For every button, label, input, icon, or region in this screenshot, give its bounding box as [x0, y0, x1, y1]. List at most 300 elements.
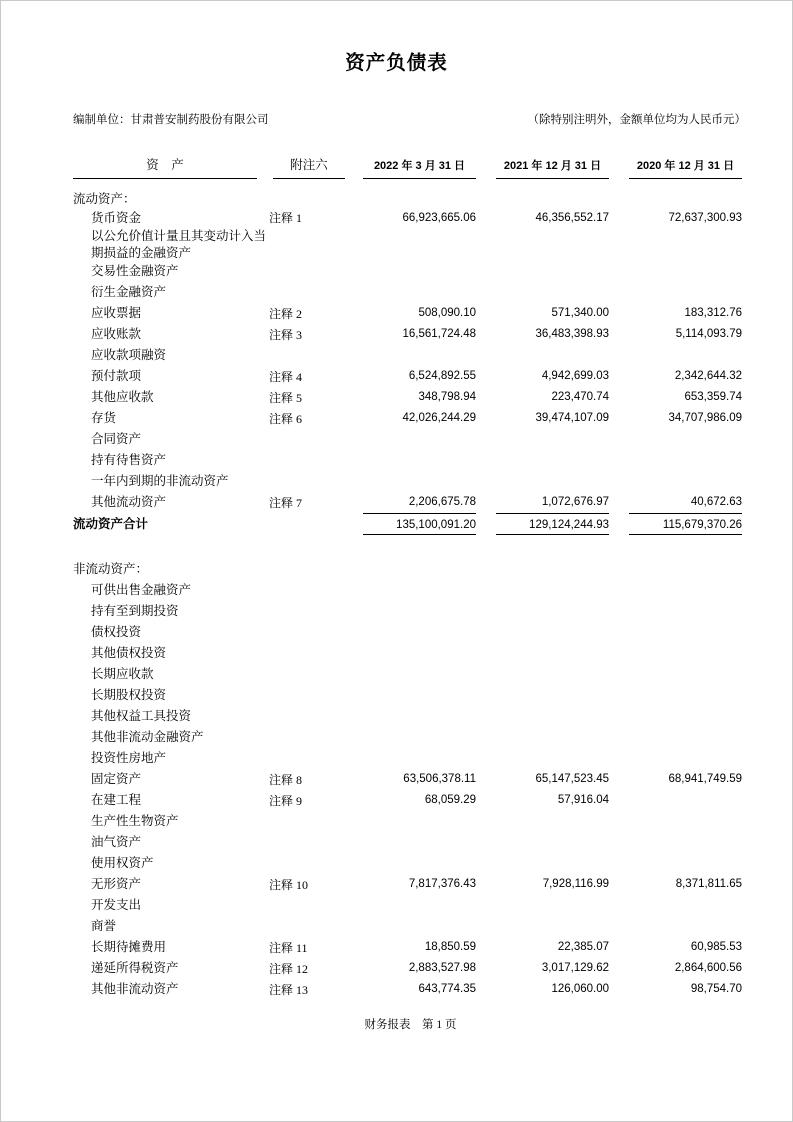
row-label-cell [73, 706, 269, 727]
row-value-cell-1 [349, 450, 482, 471]
meta-row [73, 111, 746, 127]
row-value: 6,524,892.55 [408, 370, 476, 383]
row-label-cell [73, 450, 269, 471]
table-row [73, 429, 748, 450]
row-note-cell [269, 429, 349, 450]
row-value-cell-2 [482, 874, 615, 895]
table-row [73, 207, 748, 228]
row-value-cell-1 [349, 261, 482, 282]
row-value-cell-2 [482, 580, 615, 601]
table-row [73, 324, 748, 345]
row-note-cell [269, 282, 349, 303]
row-note-cell [269, 706, 349, 727]
row-note-cell [269, 450, 349, 471]
row-label-cell [73, 303, 269, 324]
table-row [73, 559, 748, 580]
row-label: 应收款项融资 [91, 348, 167, 363]
header-date-2021: 2021 年 12 月 31 日 [482, 139, 615, 179]
table-row [73, 228, 748, 261]
row-note-cell [269, 811, 349, 832]
row-value-cell-1 [349, 727, 482, 748]
row-value-cell-3 [615, 916, 748, 937]
row-label: 无形资产 [91, 877, 142, 892]
row-value-cell-1 [349, 303, 482, 324]
row-value-cell-2 [482, 387, 615, 408]
row-value-cell-1 [349, 832, 482, 853]
row-label-cell [73, 769, 269, 790]
row-note-cell: 注释 8 [269, 772, 303, 787]
table-row [73, 832, 748, 853]
row-label-cell [73, 179, 269, 207]
row-note-cell [269, 895, 349, 916]
row-label-cell [73, 937, 269, 958]
row-value: 98,754.70 [690, 983, 742, 996]
row-value-cell-2 [482, 179, 615, 207]
row-value-cell-2 [482, 366, 615, 387]
row-value-cell-3 [615, 450, 748, 471]
row-label-cell [73, 492, 269, 513]
row-value-cell-1 [349, 282, 482, 303]
row-label: 一年内到期的非流动资产 [91, 474, 229, 489]
row-value-cell-1 [349, 408, 482, 429]
row-label-cell [73, 832, 269, 853]
row-note-cell [269, 601, 349, 622]
row-label-cell [73, 664, 269, 685]
row-value-cell-3 [615, 853, 748, 874]
row-value: 34,707,986.09 [668, 412, 742, 425]
row-label-cell [73, 366, 269, 387]
row-note-cell [269, 513, 349, 535]
table-row [73, 261, 748, 282]
row-label: 预付款项 [91, 369, 142, 384]
row-label: 可供出售金融资产 [91, 583, 192, 598]
row-value-cell-3 [615, 790, 748, 811]
page-footer: 财务报表 第 1 页 [364, 1018, 457, 1031]
row-label: 货币资金 [91, 210, 142, 225]
table-row [73, 811, 748, 832]
row-value-cell-3 [615, 580, 748, 601]
table-row [73, 874, 748, 895]
row-value-cell-1 [349, 895, 482, 916]
row-label-cell [73, 811, 269, 832]
row-value-cell-3 [615, 811, 748, 832]
row-value-cell-1 [349, 916, 482, 937]
row-label: 生产性生物资产 [91, 814, 179, 829]
row-label: 商誉 [91, 919, 117, 934]
row-label-cell [73, 685, 269, 706]
row-value-cell-1 [349, 769, 482, 790]
row-value: 18,850.59 [424, 941, 476, 954]
header-date-2022: 2022 年 3 月 31 日 [349, 139, 482, 179]
row-value: 57,916.04 [557, 794, 609, 807]
row-label-cell [73, 345, 269, 366]
row-label-cell [73, 643, 269, 664]
row-note-cell: 注释 13 [269, 982, 309, 997]
row-value-cell-1 [349, 664, 482, 685]
row-value-cell-2 [482, 979, 615, 1000]
row-label-cell [73, 559, 269, 580]
table-row [73, 366, 748, 387]
row-value: 348,798.94 [418, 391, 476, 404]
row-label-cell [73, 853, 269, 874]
row-value: 7,817,376.43 [408, 878, 476, 891]
row-label: 递延所得税资产 [91, 961, 179, 976]
row-label-cell [73, 958, 269, 979]
row-value-cell-3 [615, 429, 748, 450]
row-label-cell [73, 790, 269, 811]
row-value-cell-1 [349, 748, 482, 769]
row-note-cell [269, 685, 349, 706]
row-value-cell-2 [482, 559, 615, 580]
row-note-cell: 注释 9 [269, 793, 303, 808]
row-value-cell-1 [349, 580, 482, 601]
row-value-cell-2 [482, 748, 615, 769]
table-row [73, 790, 748, 811]
row-value: 65,147,523.45 [535, 773, 609, 786]
row-value-cell-2 [482, 207, 615, 228]
table-row [73, 580, 748, 601]
table-row [73, 895, 748, 916]
row-value-cell-2 [482, 261, 615, 282]
table-body [73, 179, 748, 1000]
row-value-cell-3 [615, 664, 748, 685]
row-note-cell: 注释 11 [269, 940, 308, 955]
row-label: 投资性房地产 [91, 751, 167, 766]
row-value-cell-1 [349, 790, 482, 811]
row-value-cell-2 [482, 664, 615, 685]
row-note-cell [269, 179, 349, 207]
header-date-2020: 2020 年 12 月 31 日 [615, 139, 748, 179]
row-value-cell-3 [615, 559, 748, 580]
row-value-cell-3 [615, 228, 748, 261]
row-note-cell [269, 622, 349, 643]
row-note-cell [269, 832, 349, 853]
row-value-cell-1 [349, 937, 482, 958]
row-label: 应收账款 [91, 327, 142, 342]
row-value-cell-3 [615, 492, 748, 513]
row-label-cell [73, 429, 269, 450]
row-value-cell-2 [482, 282, 615, 303]
header-assets: 资 产 [73, 139, 269, 179]
row-value-cell-1 [349, 345, 482, 366]
row-value-cell-2 [482, 916, 615, 937]
row-value-cell-1 [349, 387, 482, 408]
row-value-cell-3 [615, 179, 748, 207]
table-row [73, 345, 748, 366]
row-value-cell-2 [482, 228, 615, 261]
row-label: 开发支出 [91, 898, 142, 913]
row-label: 其他流动资产 [91, 495, 167, 510]
row-value: 643,774.35 [418, 983, 476, 996]
row-label: 长期股权投资 [91, 688, 167, 703]
row-value: 2,206,675.78 [408, 496, 476, 509]
row-value-cell-1 [349, 366, 482, 387]
row-value-cell-3 [615, 324, 748, 345]
row-label-cell [73, 601, 269, 622]
row-label-cell [73, 261, 269, 282]
row-value-cell-2 [482, 492, 615, 513]
table-row [73, 492, 748, 513]
row-label-cell [73, 408, 269, 429]
row-value-cell-3 [615, 727, 748, 748]
row-note-cell [269, 559, 349, 580]
row-value-cell-3 [615, 769, 748, 790]
row-value-cell-2 [482, 895, 615, 916]
row-value-cell-2 [482, 471, 615, 492]
row-value: 129,124,244.93 [496, 513, 609, 535]
row-label-cell [73, 513, 269, 535]
row-value-cell-1 [349, 207, 482, 228]
row-value: 126,060.00 [551, 983, 609, 996]
row-value-cell-1 [349, 685, 482, 706]
row-note-cell: 注释 7 [269, 495, 303, 510]
row-value-cell-2 [482, 958, 615, 979]
row-value-cell-1 [349, 559, 482, 580]
spacer-row [73, 535, 748, 559]
row-value-cell-2 [482, 429, 615, 450]
row-value-cell-3 [615, 748, 748, 769]
row-label-cell [73, 748, 269, 769]
row-value-cell-2 [482, 853, 615, 874]
row-value-cell-3 [615, 685, 748, 706]
row-note-cell: 注释 12 [269, 961, 309, 976]
row-value-cell-2 [482, 408, 615, 429]
row-label: 使用权资产 [91, 856, 154, 871]
row-value: 39,474,107.09 [535, 412, 609, 425]
row-value-cell-1 [349, 979, 482, 1000]
row-value-cell-1 [349, 853, 482, 874]
row-value-cell-3 [615, 958, 748, 979]
row-label-cell [73, 916, 269, 937]
table-row [73, 387, 748, 408]
currency-unit-note: （除特别注明外，金额单位均为人民币元） [527, 114, 746, 126]
row-value-cell-3 [615, 471, 748, 492]
row-label-cell [73, 727, 269, 748]
row-value: 2,342,644.32 [674, 370, 742, 383]
row-value: 8,371,811.65 [675, 878, 742, 891]
table-row [73, 664, 748, 685]
table-row [73, 769, 748, 790]
row-note-cell: 注释 3 [269, 327, 303, 342]
row-value: 2,883,527.98 [408, 962, 476, 975]
row-label: 在建工程 [91, 793, 142, 808]
row-value-cell-2 [482, 790, 615, 811]
table-row [73, 706, 748, 727]
table-row [73, 408, 748, 429]
row-value-cell-2 [482, 303, 615, 324]
prepared-by-label: 编制单位：甘肃普安制药股份有限公司 [73, 114, 269, 126]
row-value-cell-3 [615, 643, 748, 664]
table-row [73, 853, 748, 874]
row-value: 66,923,665.06 [402, 211, 476, 224]
table-row [73, 450, 748, 471]
row-value-cell-2 [482, 513, 615, 535]
row-value-cell-1 [349, 706, 482, 727]
row-note-cell [269, 261, 349, 282]
row-value: 68,941,749.59 [668, 773, 742, 786]
row-value-cell-1 [349, 492, 482, 513]
row-note-cell: 注释 6 [269, 411, 303, 426]
row-label: 长期待摊费用 [91, 940, 167, 955]
row-note-cell [269, 916, 349, 937]
row-label-cell [73, 228, 269, 261]
table-row [73, 643, 748, 664]
table-row [73, 958, 748, 979]
row-value-cell-2 [482, 450, 615, 471]
row-value-cell-3 [615, 706, 748, 727]
row-note-cell [269, 664, 349, 685]
row-value-cell-1 [349, 471, 482, 492]
table-row [73, 727, 748, 748]
row-label-cell [73, 387, 269, 408]
row-label: 其他权益工具投资 [91, 709, 192, 724]
table-row [73, 622, 748, 643]
row-note-cell [269, 643, 349, 664]
row-value-cell-3 [615, 622, 748, 643]
row-value: 72,637,300.93 [668, 211, 742, 224]
row-value: 183,312.76 [684, 307, 742, 320]
row-value-cell-3 [615, 387, 748, 408]
row-value-cell-2 [482, 727, 615, 748]
row-value-cell-1 [349, 622, 482, 643]
row-label: 其他非流动金融资产 [91, 730, 204, 745]
spacer-cell [73, 535, 748, 559]
row-label: 以公允价值计量且其变动计入当期损益的金融资产 [91, 229, 267, 260]
row-value-cell-2 [482, 345, 615, 366]
row-value-cell-3 [615, 979, 748, 1000]
page-title: 资产负债表 [345, 53, 448, 74]
row-label: 持有至到期投资 [91, 604, 179, 619]
row-value-cell-3 [615, 345, 748, 366]
row-label: 合同资产 [91, 432, 142, 447]
row-label: 应收票据 [91, 306, 142, 321]
row-value: 223,470.74 [551, 391, 609, 404]
row-label: 固定资产 [91, 772, 142, 787]
row-value: 653,359.74 [684, 391, 742, 404]
row-note-cell [269, 853, 349, 874]
row-value-cell-1 [349, 324, 482, 345]
row-note-cell: 注释 10 [269, 877, 309, 892]
row-value-cell-3 [615, 601, 748, 622]
table-row [73, 471, 748, 492]
balance-sheet-table [73, 139, 748, 1000]
row-label-cell [73, 580, 269, 601]
row-value: 5,114,093.79 [675, 328, 742, 341]
row-label: 流动资产： [73, 192, 136, 206]
row-label: 长期应收款 [91, 667, 154, 682]
row-label-cell [73, 207, 269, 228]
row-value: 40,672.63 [690, 496, 742, 509]
row-value-cell-2 [482, 811, 615, 832]
header-note: 附注六 [269, 139, 349, 179]
row-value-cell-2 [482, 937, 615, 958]
row-label: 交易性金融资产 [91, 264, 179, 279]
row-note-cell [269, 471, 349, 492]
row-value-cell-3 [615, 513, 748, 535]
row-label-cell [73, 979, 269, 1000]
row-value-cell-3 [615, 261, 748, 282]
row-label: 流动资产合计 [73, 516, 149, 531]
row-value-cell-1 [349, 179, 482, 207]
table-row [73, 513, 748, 535]
row-value-cell-1 [349, 643, 482, 664]
row-value-cell-2 [482, 832, 615, 853]
row-label: 非流动资产： [73, 562, 149, 577]
row-value-cell-3 [615, 303, 748, 324]
table-row [73, 685, 748, 706]
row-value: 2,864,600.56 [674, 962, 742, 975]
row-value: 7,928,116.99 [542, 878, 609, 891]
row-value-cell-1 [349, 601, 482, 622]
row-value: 3,017,129.62 [541, 962, 609, 975]
table-row [73, 937, 748, 958]
table-row [73, 282, 748, 303]
table-row [73, 916, 748, 937]
row-value: 63,506,378.11 [403, 773, 476, 786]
table-row [73, 179, 748, 207]
row-label: 衍生金融资产 [91, 285, 167, 300]
row-label: 持有待售资产 [91, 453, 167, 468]
row-label-cell [73, 895, 269, 916]
row-value-cell-1 [349, 874, 482, 895]
row-value: 571,340.00 [551, 307, 609, 320]
row-value: 68,059.29 [424, 794, 476, 807]
row-value: 36,483,398.93 [535, 328, 609, 341]
row-value: 46,356,552.17 [535, 211, 609, 224]
table-row [73, 601, 748, 622]
row-value-cell-2 [482, 685, 615, 706]
row-value-cell-2 [482, 324, 615, 345]
row-label: 其他应收款 [91, 390, 154, 405]
row-value-cell-3 [615, 832, 748, 853]
row-label-cell [73, 874, 269, 895]
row-value-cell-3 [615, 408, 748, 429]
row-value-cell-1 [349, 958, 482, 979]
row-value-cell-2 [482, 643, 615, 664]
row-value-cell-2 [482, 601, 615, 622]
row-value: 22,385.07 [557, 941, 609, 954]
row-label: 油气资产 [91, 835, 142, 850]
row-value-cell-3 [615, 895, 748, 916]
row-value: 42,026,244.29 [402, 412, 476, 425]
row-note-cell: 注释 5 [269, 390, 303, 405]
row-value-cell-1 [349, 811, 482, 832]
row-value-cell-2 [482, 622, 615, 643]
row-value: 60,985.53 [690, 941, 742, 954]
row-value: 4,942,699.03 [541, 370, 609, 383]
row-value-cell-2 [482, 706, 615, 727]
row-value-cell-1 [349, 429, 482, 450]
row-value: 508,090.10 [418, 307, 476, 320]
row-value: 1,072,676.97 [541, 496, 609, 509]
row-value-cell-2 [482, 769, 615, 790]
row-label: 其他非流动资产 [91, 982, 179, 997]
row-label-cell [73, 324, 269, 345]
row-label-cell [73, 282, 269, 303]
row-value: 135,100,091.20 [363, 513, 476, 535]
row-note-cell: 注释 4 [269, 369, 303, 384]
header-row [73, 139, 748, 179]
row-label: 债权投资 [91, 625, 142, 640]
row-label-cell [73, 471, 269, 492]
row-label: 存货 [91, 411, 117, 426]
row-value: 16,561,724.48 [402, 328, 476, 341]
row-note-cell [269, 580, 349, 601]
table-row [73, 303, 748, 324]
row-value-cell-1 [349, 513, 482, 535]
row-note-cell: 注释 1 [269, 211, 303, 226]
row-note-cell [269, 727, 349, 748]
